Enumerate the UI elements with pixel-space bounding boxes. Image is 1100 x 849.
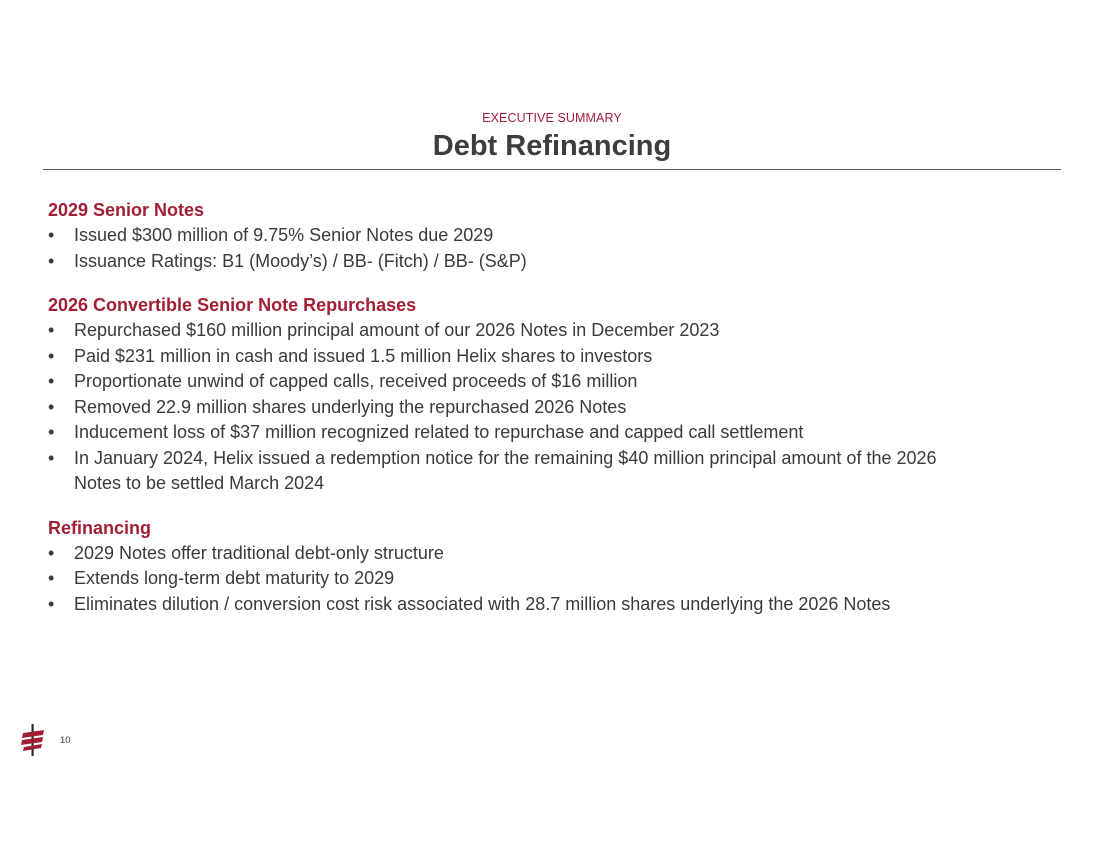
bullet-dot-icon: • [48, 320, 55, 340]
bullet-item [48, 318, 974, 344]
section-2026-convertible-repurchases [48, 293, 1048, 497]
bullet-item [48, 566, 974, 592]
content-body [48, 198, 1048, 636]
section-2029-senior-notes [48, 198, 1048, 274]
bullet-dot-icon: • [48, 345, 55, 366]
page-number: 10 [60, 735, 71, 746]
bullet-dot-icon: • [48, 593, 55, 614]
bullet-item [48, 249, 974, 275]
bullet-text: Issuance Ratings: B1 (Moody’s) / BB- (Fitch) / BB- (S&P) [74, 250, 527, 271]
bullet-text: Extends long-term debt maturity to 2029 [74, 568, 395, 588]
bullet-text: 2029 Notes offer traditional debt-only structure [74, 542, 444, 563]
bullet-item [48, 344, 974, 370]
bullet-item [48, 592, 994, 618]
bullet-item [48, 223, 974, 249]
bullet-dot-icon: • [48, 422, 55, 442]
bullet-text: Issued $300 million of 9.75% Senior Notes due 2029 [74, 225, 494, 245]
helix-logo-icon [20, 724, 46, 756]
bullet-item [48, 420, 974, 446]
bullet-dot-icon: • [48, 568, 55, 588]
bullet-text: Paid $231 million in cash and issued 1.5 million Helix shares to investors [74, 345, 653, 366]
bullet-list [48, 318, 1048, 497]
bullet-text: Repurchased $160 million principal amount of our 2026 Notes in December 2023 [74, 320, 720, 340]
bullet-list [48, 223, 1048, 274]
title-divider [43, 169, 1061, 170]
section-heading: 2029 Senior Notes [48, 200, 205, 220]
section-heading: 2026 Convertible Senior Note Repurchases [48, 295, 417, 315]
bullet-text: Inducement loss of $37 million recognized related to repurchase and capped call settlement [74, 422, 804, 442]
bullet-item [48, 541, 974, 567]
bullet-text: In January 2024, Helix issued a redemption notice for the remaining $40 million principal amount of the 2026 Notes to be settled March 2024 [74, 447, 937, 493]
bullet-dot-icon: • [48, 225, 55, 245]
bullet-item [48, 446, 967, 497]
bullet-dot-icon: • [48, 447, 55, 468]
section-kicker: EXECUTIVE SUMMARY [482, 111, 622, 125]
bullet-dot-icon: • [48, 250, 55, 271]
bullet-dot-icon: • [48, 371, 55, 391]
page-title: Debt Refinancing [432, 130, 672, 162]
bullet-dot-icon: • [48, 396, 55, 417]
section-heading: Refinancing [48, 517, 152, 538]
bullet-text: Eliminates dilution / conversion cost risk associated with 28.7 million shares underlying the 2026 Notes [74, 593, 891, 614]
bullet-text: Removed 22.9 million shares underlying the repurchased 2026 Notes [74, 396, 627, 417]
bullet-text: Proportionate unwind of capped calls, received proceeds of $16 million [74, 371, 638, 391]
bullet-item [48, 369, 974, 395]
bullet-list [48, 541, 1048, 618]
bullet-dot-icon: • [48, 542, 55, 563]
bullet-item [48, 395, 974, 421]
section-refinancing [48, 516, 1048, 618]
